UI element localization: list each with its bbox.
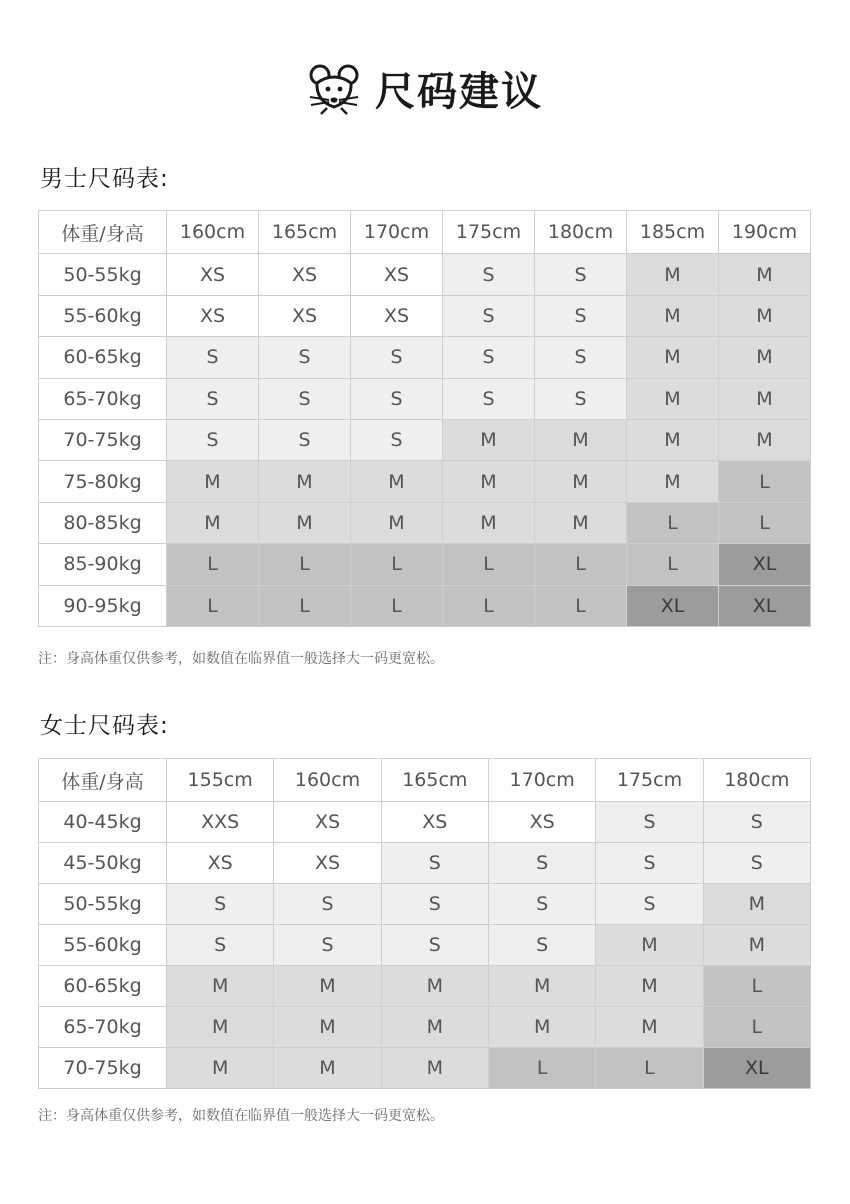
weight-cell: 45-50kg <box>39 843 167 884</box>
size-cell: L <box>351 544 443 585</box>
size-cell: M <box>596 966 703 1007</box>
size-cell: XS <box>259 254 351 295</box>
size-cell: S <box>259 337 351 378</box>
size-cell: S <box>535 254 627 295</box>
size-cell: S <box>167 419 259 460</box>
weight-cell: 70-75kg <box>39 419 167 460</box>
size-cell: L <box>167 585 259 626</box>
page-title: 尺码建议 <box>375 68 543 115</box>
size-cell: XL <box>627 585 719 626</box>
size-cell: S <box>351 378 443 419</box>
size-cell: L <box>703 1007 810 1048</box>
size-cell: S <box>596 843 703 884</box>
size-cell: S <box>488 843 595 884</box>
men-size-note: 注：身高体重仅供参考，如数值在临界值一般选择大一码更宽松。 <box>38 651 444 667</box>
size-cell: M <box>627 295 719 336</box>
size-cell: S <box>703 802 810 843</box>
size-cell: M <box>274 1007 381 1048</box>
size-cell: L <box>535 585 627 626</box>
size-cell: L <box>259 585 351 626</box>
table-row <box>39 378 811 419</box>
size-cell: XS <box>351 254 443 295</box>
size-cell: XS <box>259 295 351 336</box>
weight-cell: 75-80kg <box>39 461 167 502</box>
weight-cell: 90-95kg <box>39 585 167 626</box>
size-cell: S <box>167 884 274 925</box>
height-header-cell: 175cm <box>596 759 703 802</box>
weight-cell: 60-65kg <box>39 337 167 378</box>
height-header-cell: 155cm <box>167 759 274 802</box>
size-cell: S <box>443 378 535 419</box>
size-cell: S <box>381 843 488 884</box>
size-cell: S <box>535 295 627 336</box>
size-cell: M <box>703 925 810 966</box>
table-row <box>39 254 811 295</box>
size-cell: S <box>535 337 627 378</box>
size-cell: L <box>535 544 627 585</box>
size-cell: M <box>719 337 811 378</box>
size-cell: S <box>596 802 703 843</box>
corner-header-cell: 体重/身高 <box>39 759 167 802</box>
size-cell: M <box>443 461 535 502</box>
size-cell: M <box>719 254 811 295</box>
size-cell: XS <box>274 843 381 884</box>
size-cell: M <box>259 461 351 502</box>
size-cell: XS <box>167 295 259 336</box>
size-cell: M <box>703 884 810 925</box>
table-row <box>39 337 811 378</box>
size-cell: S <box>596 884 703 925</box>
size-cell: XL <box>703 1048 810 1089</box>
women-size-table <box>38 758 811 1089</box>
height-header-cell: 180cm <box>703 759 810 802</box>
size-cell: S <box>259 419 351 460</box>
size-cell: M <box>627 378 719 419</box>
size-cell: L <box>627 544 719 585</box>
size-cell: XS <box>488 802 595 843</box>
size-cell: S <box>703 843 810 884</box>
size-cell: L <box>627 502 719 543</box>
size-cell: S <box>443 254 535 295</box>
size-cell: S <box>274 884 381 925</box>
height-header-cell: 165cm <box>259 211 351 254</box>
weight-cell: 60-65kg <box>39 966 167 1007</box>
size-cell: L <box>351 585 443 626</box>
size-cell: M <box>535 461 627 502</box>
women-size-note: 注：身高体重仅供参考，如数值在临界值一般选择大一码更宽松。 <box>38 1108 444 1124</box>
men-header-row <box>39 211 811 254</box>
weight-cell: 55-60kg <box>39 295 167 336</box>
table-row <box>39 502 811 543</box>
size-cell: M <box>488 1007 595 1048</box>
size-cell: M <box>167 1007 274 1048</box>
weight-cell: 70-75kg <box>39 1048 167 1089</box>
size-cell: S <box>443 337 535 378</box>
table-row <box>39 461 811 502</box>
size-cell: M <box>167 461 259 502</box>
table-row <box>39 419 811 460</box>
size-cell: M <box>274 1048 381 1089</box>
table-row <box>39 966 811 1007</box>
size-cell: S <box>351 419 443 460</box>
size-cell: S <box>488 884 595 925</box>
size-cell: M <box>381 1007 488 1048</box>
table-row <box>39 295 811 336</box>
size-cell: L <box>443 585 535 626</box>
size-cell: XS <box>381 802 488 843</box>
table-row <box>39 884 811 925</box>
size-cell: L <box>488 1048 595 1089</box>
size-cell: M <box>627 461 719 502</box>
table-row <box>39 802 811 843</box>
size-cell: M <box>443 502 535 543</box>
size-cell: S <box>488 925 595 966</box>
weight-cell: 55-60kg <box>39 925 167 966</box>
table-row <box>39 544 811 585</box>
size-cell: XL <box>719 585 811 626</box>
height-header-cell: 160cm <box>167 211 259 254</box>
size-cell: M <box>719 378 811 419</box>
men-section-heading: 男士尺码表: <box>40 166 169 192</box>
weight-cell: 40-45kg <box>39 802 167 843</box>
weight-cell: 50-55kg <box>39 254 167 295</box>
size-cell: L <box>167 544 259 585</box>
height-header-cell: 165cm <box>381 759 488 802</box>
size-cell: S <box>381 884 488 925</box>
size-cell: M <box>259 502 351 543</box>
size-cell: S <box>351 337 443 378</box>
weight-cell: 85-90kg <box>39 544 167 585</box>
size-cell: L <box>259 544 351 585</box>
size-cell: M <box>381 1048 488 1089</box>
height-header-cell: 185cm <box>627 211 719 254</box>
corner-header-cell: 体重/身高 <box>39 211 167 254</box>
size-cell: S <box>167 378 259 419</box>
table-row <box>39 1048 811 1089</box>
size-cell: S <box>443 295 535 336</box>
size-cell: L <box>703 966 810 1007</box>
page-header <box>0 58 850 118</box>
size-cell: S <box>167 337 259 378</box>
size-cell: M <box>627 419 719 460</box>
height-header-cell: 190cm <box>719 211 811 254</box>
size-cell: M <box>535 419 627 460</box>
size-cell: M <box>596 925 703 966</box>
size-cell: L <box>596 1048 703 1089</box>
size-cell: XL <box>719 544 811 585</box>
women-section-heading: 女士尺码表: <box>40 713 169 739</box>
size-cell: XXS <box>167 802 274 843</box>
size-cell: M <box>627 337 719 378</box>
size-cell: M <box>167 502 259 543</box>
size-cell: M <box>351 502 443 543</box>
size-cell: M <box>443 419 535 460</box>
height-header-cell: 180cm <box>535 211 627 254</box>
size-cell: L <box>443 544 535 585</box>
size-cell: M <box>167 966 274 1007</box>
table-row <box>39 925 811 966</box>
size-cell: M <box>381 966 488 1007</box>
table-row <box>39 585 811 626</box>
size-cell: S <box>535 378 627 419</box>
women-header-row <box>39 759 811 802</box>
weight-cell: 65-70kg <box>39 378 167 419</box>
size-cell: S <box>381 925 488 966</box>
size-cell: M <box>596 1007 703 1048</box>
size-cell: L <box>719 461 811 502</box>
table-row <box>39 843 811 884</box>
height-header-cell: 160cm <box>274 759 381 802</box>
size-cell: M <box>167 1048 274 1089</box>
size-cell: M <box>719 295 811 336</box>
height-header-cell: 170cm <box>351 211 443 254</box>
size-cell: S <box>259 378 351 419</box>
weight-cell: 50-55kg <box>39 884 167 925</box>
size-cell: L <box>719 502 811 543</box>
size-cell: M <box>627 254 719 295</box>
height-header-cell: 170cm <box>488 759 595 802</box>
size-cell: M <box>488 966 595 1007</box>
weight-cell: 80-85kg <box>39 502 167 543</box>
size-cell: M <box>351 461 443 502</box>
size-cell: M <box>719 419 811 460</box>
weight-cell: 65-70kg <box>39 1007 167 1048</box>
size-cell: S <box>274 925 381 966</box>
size-cell: XS <box>167 843 274 884</box>
size-cell: M <box>274 966 381 1007</box>
size-cell: XS <box>351 295 443 336</box>
mouse-face-icon <box>307 61 361 115</box>
size-cell: M <box>535 502 627 543</box>
table-row <box>39 1007 811 1048</box>
size-cell: XS <box>167 254 259 295</box>
men-size-table <box>38 210 811 627</box>
size-cell: S <box>167 925 274 966</box>
size-cell: XS <box>274 802 381 843</box>
height-header-cell: 175cm <box>443 211 535 254</box>
